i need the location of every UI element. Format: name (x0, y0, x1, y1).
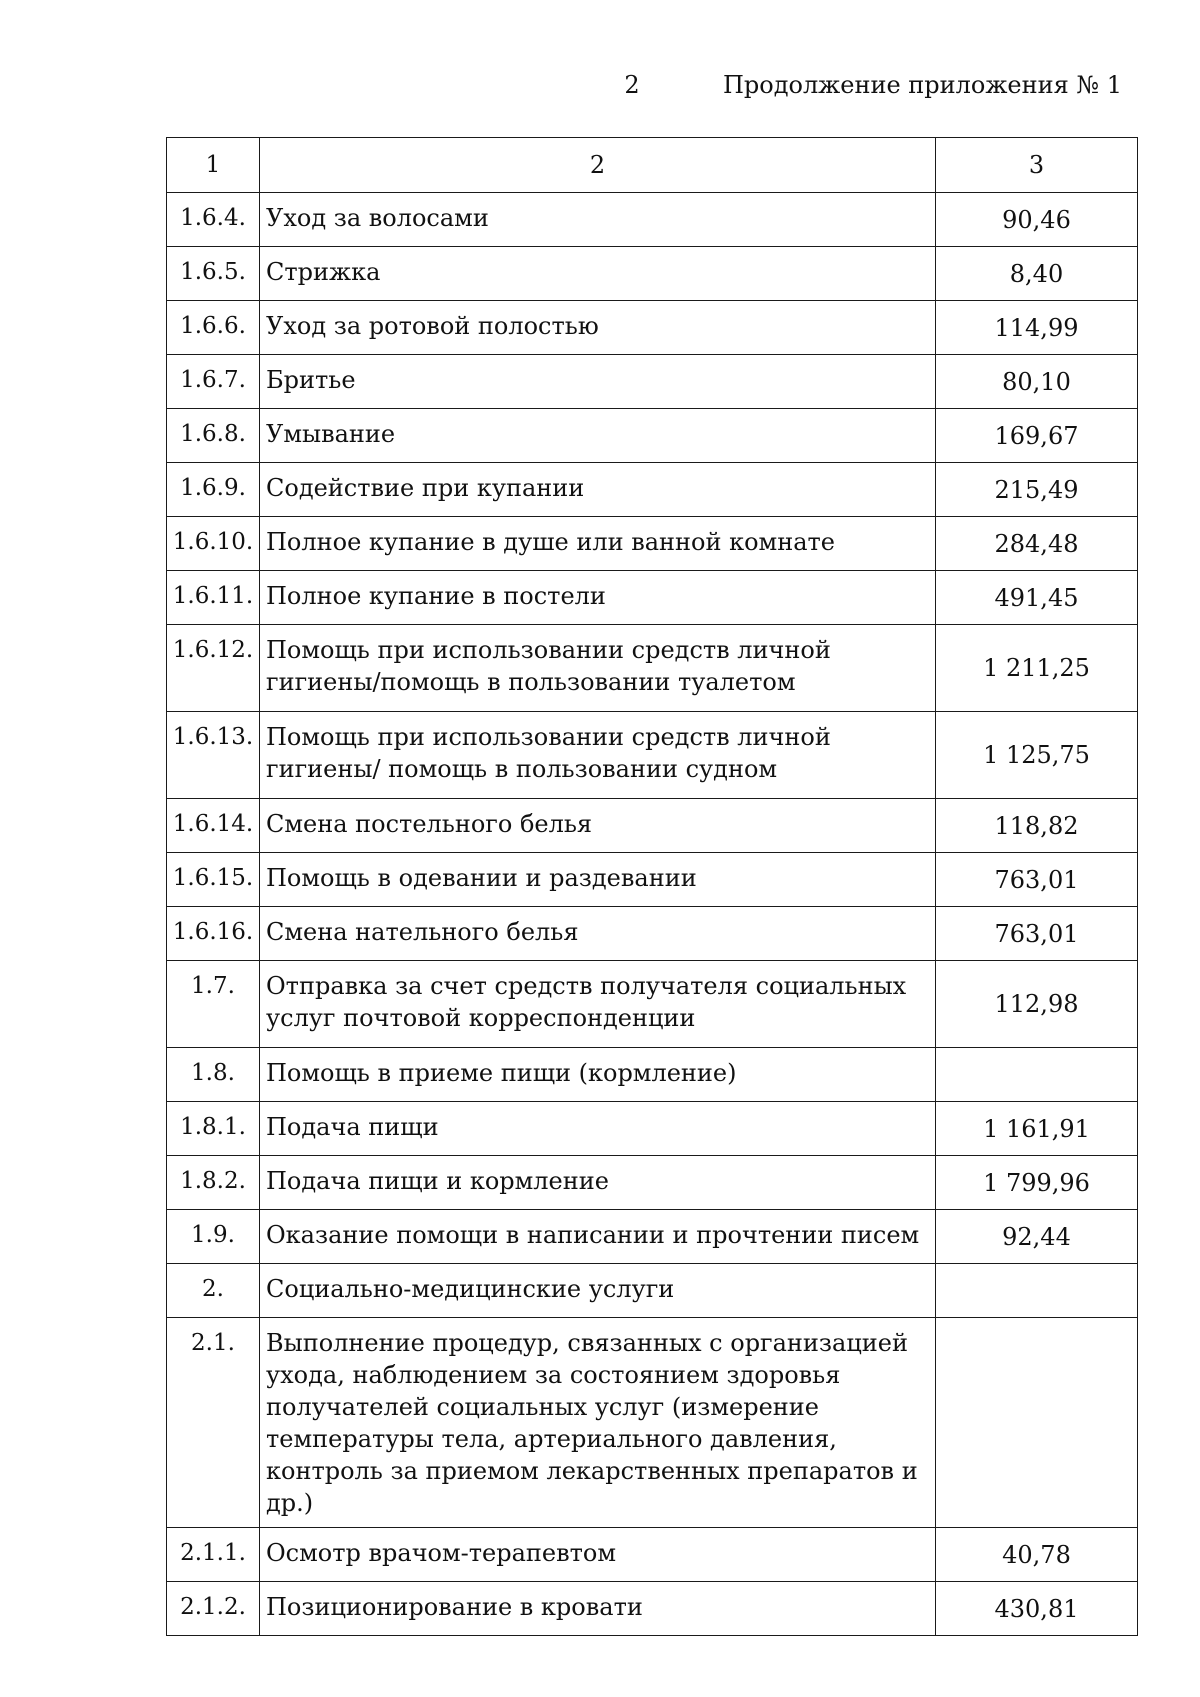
table-row (167, 712, 1138, 799)
table-header-row (167, 138, 1138, 193)
item-number: 1.6.12. (167, 625, 260, 712)
item-number: 2.1.2. (167, 1582, 260, 1636)
service-price: 90,46 (936, 193, 1138, 247)
service-name: Бритье (260, 355, 936, 409)
service-price: 1 799,96 (936, 1156, 1138, 1210)
service-name: Уход за волосами (260, 193, 936, 247)
service-name: Смена нательного белья (260, 907, 936, 961)
item-number: 2. (167, 1264, 260, 1318)
service-name: Оказание помощи в написании и прочтении писем (260, 1210, 936, 1264)
service-price: 763,01 (936, 853, 1138, 907)
item-number: 1.6.5. (167, 247, 260, 301)
table-row (167, 463, 1138, 517)
table-row (167, 1156, 1138, 1210)
item-number: 1.6.16. (167, 907, 260, 961)
service-name: Полное купание в душе или ванной комнате (260, 517, 936, 571)
table-row (167, 1318, 1138, 1528)
service-name: Помощь в одевании и раздевании (260, 853, 936, 907)
service-price: 284,48 (936, 517, 1138, 571)
service-price: 112,98 (936, 961, 1138, 1048)
service-name: Осмотр врачом-терапевтом (260, 1528, 936, 1582)
service-name: Отправка за счет средств получателя социальных услуг почтовой корреспонденции (260, 961, 936, 1048)
service-price: 40,78 (936, 1528, 1138, 1582)
table-row (167, 799, 1138, 853)
service-name: Подача пищи (260, 1102, 936, 1156)
item-number: 2.1.1. (167, 1528, 260, 1582)
table-row (167, 907, 1138, 961)
item-number: 1.8. (167, 1048, 260, 1102)
table-row (167, 1048, 1138, 1102)
column-header: 3 (936, 138, 1138, 193)
item-number: 1.6.8. (167, 409, 260, 463)
item-number: 1.6.6. (167, 301, 260, 355)
service-price: 1 125,75 (936, 712, 1138, 799)
item-number: 1.8.1. (167, 1102, 260, 1156)
item-number: 1.6.14. (167, 799, 260, 853)
table-row (167, 571, 1138, 625)
item-number: 2.1. (167, 1318, 260, 1528)
table-row (167, 961, 1138, 1048)
item-number: 1.6.15. (167, 853, 260, 907)
table-row (167, 517, 1138, 571)
item-number: 1.9. (167, 1210, 260, 1264)
column-header: 1 (167, 138, 260, 193)
table-row (167, 247, 1138, 301)
service-price: 1 211,25 (936, 625, 1138, 712)
service-price (936, 1318, 1138, 1528)
service-price: 8,40 (936, 247, 1138, 301)
service-price (936, 1264, 1138, 1318)
service-name: Содействие при купании (260, 463, 936, 517)
service-name: Смена постельного белья (260, 799, 936, 853)
services-price-table (166, 137, 1138, 1636)
item-number: 1.6.10. (167, 517, 260, 571)
service-price: 763,01 (936, 907, 1138, 961)
table-row (167, 1528, 1138, 1582)
service-name: Позиционирование в кровати (260, 1582, 936, 1636)
service-price: 92,44 (936, 1210, 1138, 1264)
service-name: Уход за ротовой полостью (260, 301, 936, 355)
service-price: 80,10 (936, 355, 1138, 409)
item-number: 1.6.4. (167, 193, 260, 247)
service-name: Полное купание в постели (260, 571, 936, 625)
service-price: 114,99 (936, 301, 1138, 355)
service-name: Умывание (260, 409, 936, 463)
item-number: 1.6.11. (167, 571, 260, 625)
table-row (167, 301, 1138, 355)
page-number: 2 (624, 71, 640, 99)
service-price: 491,45 (936, 571, 1138, 625)
service-name: Социально-медицинские услуги (260, 1264, 936, 1318)
service-name: Помощь при использовании средств личной гигиены/помощь в пользовании туалетом (260, 625, 936, 712)
column-header: 2 (260, 138, 936, 193)
service-price: 169,67 (936, 409, 1138, 463)
table-row (167, 625, 1138, 712)
service-price: 215,49 (936, 463, 1138, 517)
table-row (167, 1264, 1138, 1318)
service-name: Выполнение процедур, связанных с организацией ухода, наблюдением за состоянием здоровья получателей социальных услуг (измерение температуры тела, артериального давления, контроль за приемом лекарственных препаратов и др.) (260, 1318, 936, 1528)
service-price: 1 161,91 (936, 1102, 1138, 1156)
item-number: 1.6.7. (167, 355, 260, 409)
service-name: Стрижка (260, 247, 936, 301)
table-row (167, 1582, 1138, 1636)
service-name: Подача пищи и кормление (260, 1156, 936, 1210)
table-row (167, 1102, 1138, 1156)
table-row (167, 1210, 1138, 1264)
item-number: 1.6.13. (167, 712, 260, 799)
table-row (167, 853, 1138, 907)
item-number: 1.8.2. (167, 1156, 260, 1210)
appendix-continuation-note: Продолжение приложения № 1 (722, 71, 1122, 99)
table-row (167, 355, 1138, 409)
item-number: 1.6.9. (167, 463, 260, 517)
item-number: 1.7. (167, 961, 260, 1048)
service-price (936, 1048, 1138, 1102)
service-name: Помощь при использовании средств личной гигиены/ помощь в пользовании судном (260, 712, 936, 799)
service-name: Помощь в приеме пищи (кормление) (260, 1048, 936, 1102)
table-row (167, 193, 1138, 247)
service-price: 118,82 (936, 799, 1138, 853)
table-row (167, 409, 1138, 463)
service-price: 430,81 (936, 1582, 1138, 1636)
